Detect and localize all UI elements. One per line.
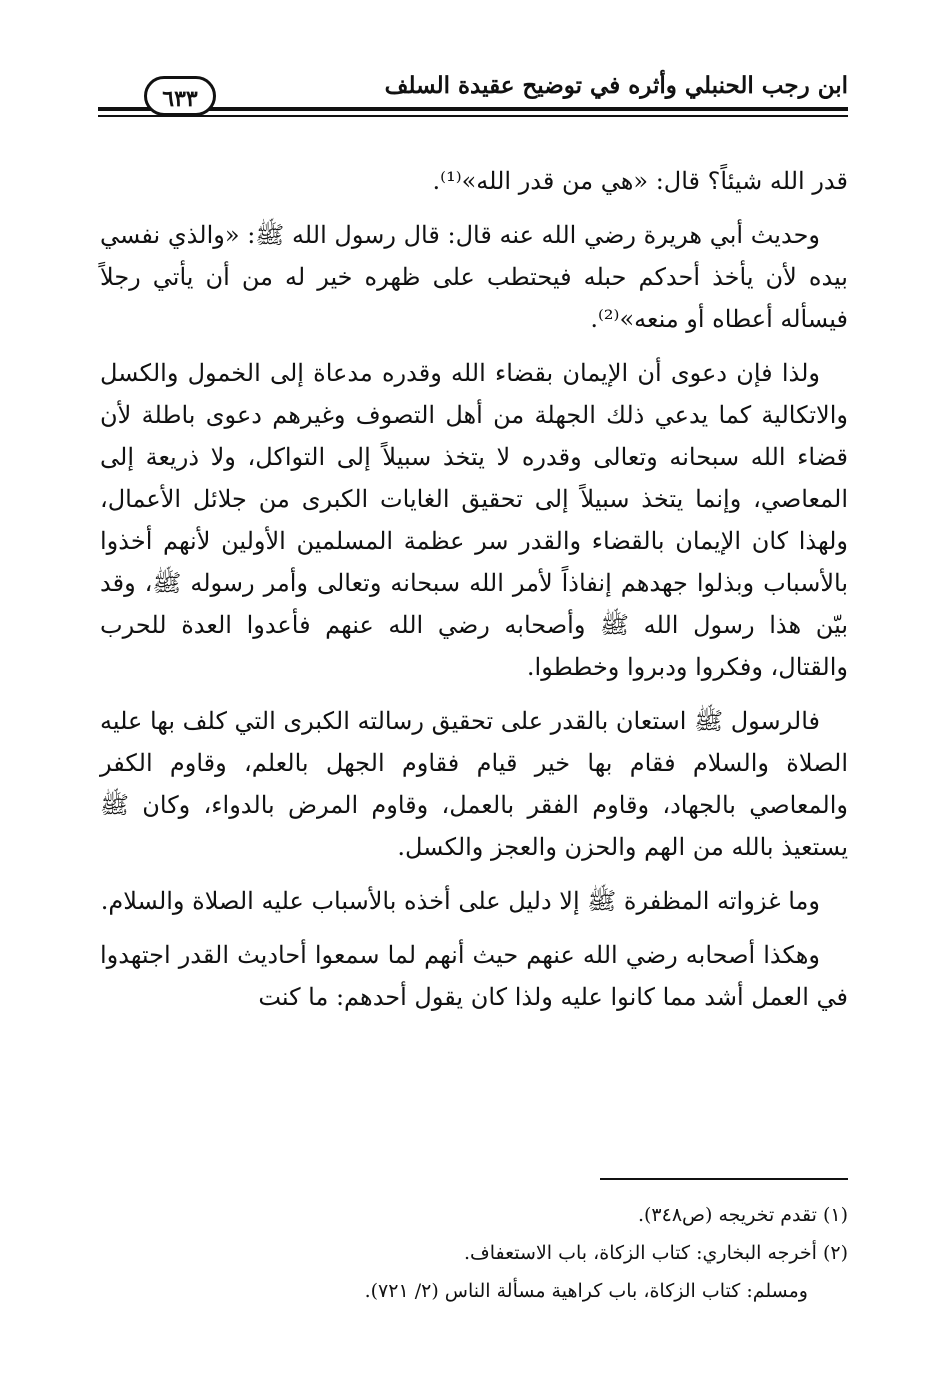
page-header <box>98 62 848 122</box>
footnote-continuation: ومسلم: كتاب الزكاة، باب كراهية مسألة الناس (٢/ ٧٢١). <box>364 1280 808 1302</box>
footnote: (١) تقدم تخريجه (ص٣٤٨). <box>637 1204 848 1226</box>
footnote-separator <box>600 1178 848 1180</box>
footnote: (٢) أخرجه البخاري: كتاب الزكاة، باب الاستعفاف. <box>464 1242 848 1264</box>
paragraph: وحديث أبي هريرة رضي الله عنه قال: قال رسول الله ﷺ: «والذي نفسي بيده لأن يأخذ أحدكم حبله فيحتطب على ظهره خير له من أن يأتي رجلاً فيسأله أعطاه أو منعه»⁽²⁾. <box>100 221 848 333</box>
main-text <box>100 160 848 1030</box>
footnotes <box>100 1196 848 1310</box>
running-title: ابن رجب الحنبلي وأثره في توضيح عقيدة السلف <box>384 72 848 99</box>
paragraph: قدر الله شيئاً؟ قال: «هي من قدر الله»⁽¹⁾. <box>432 167 848 195</box>
header-rule-thin <box>98 115 848 117</box>
paragraph: وهكذا أصحابه رضي الله عنهم حيث أنهم لما سمعوا أحاديث القدر اجتهدوا في العمل أشد مما كانوا عليه ولذا كان يقول أحدهم: ما كنت <box>100 941 848 1011</box>
paragraph: فالرسول ﷺ استعان بالقدر على تحقيق رسالته الكبرى التي كلف بها عليه الصلاة والسلام فقام بها خير قيام فقاوم الجهل بالعلم، وقاوم الكفر والمعاصي بالجهاد، وقاوم الفقر بالعمل، وقاوم المرض بالدواء، وكان ﷺ يستعيذ بالله من الهم والحزن والعجز والكسل. <box>99 707 848 861</box>
page-number: ٦٣٣ <box>144 76 216 116</box>
paragraph: ولذا فإن دعوى أن الإيمان بقضاء الله وقدره مدعاة إلى الخمول والكسل والاتكالية كما يدعي ذلك الجهلة من أهل التصوف وغيرهم دعوى باطلة لأن قضاء الله سبحانه وتعالى وقدره لا يتخذ سبيلاً إلى التواكل، ولا ذريعة إلى المعاصي، وإنما يتخذ سبيلاً إلى تحقيق الغايات الكبرى من جلائل الأعمال، ولهذا كان الإيمان بالقضاء والقدر سر عظمة المسلمين الأولين لأنهم أخذوا بالأسباب وبذلوا جهدهم إنفاذاً لأمر الله سبحانه وتعالى وأمر رسوله ﷺ، وقد بيّن هذا رسول الله ﷺ وأصحابه رضي الله عنهم فأعدوا العدة للحرب والقتال، وفكروا ودبروا وخططوا. <box>100 359 849 681</box>
paragraph: وما غزواته المظفرة ﷺ إلا دليل على أخذه بالأسباب عليه الصلاة والسلام. <box>100 887 820 915</box>
